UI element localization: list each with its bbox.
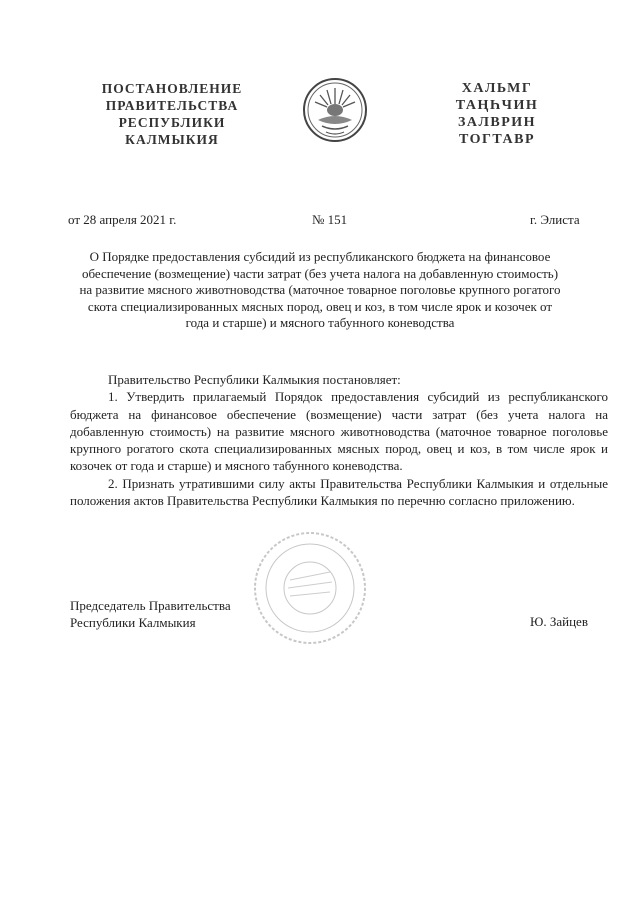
header-kalmyk-line-1: ХАЛЬМГ — [461, 81, 533, 96]
header-kalmyk — [452, 80, 542, 148]
header-russian-line-2: ПРАВИТЕЛЬСТВА — [105, 98, 239, 113]
signatory-position — [70, 597, 231, 631]
body-item-1: 1. Утвердить прилагаемый Порядок предоставления субсидий из республиканского бюджета на финансовое обеспечение (возмещение) части затрат (без учета налога на добавленную стоимость) на развитие мясного животноводства (маточное товарное поголовье крупного рогатого скота специализированных мясных пород, овец и коз, в том числе ярок и козочек от года и старше) и мясного табунного коневодства. — [70, 389, 608, 474]
signatory-position-line-2: Республики Калмыкия — [70, 615, 196, 630]
header-kalmyk-line-3: ЗАЛВРИН — [457, 115, 537, 130]
header-russian — [92, 80, 252, 148]
signatory-position-line-1: Председатель Правительства — [70, 598, 231, 613]
document-city: г. Элиста — [530, 212, 580, 227]
header-russian-line-1: ПОСТАНОВЛЕНИЕ — [101, 81, 243, 96]
document-number: № 151 — [312, 212, 348, 227]
body-item-2: 2. Признать утратившими силу акты Правительства Республики Калмыкия и отдельные положения актов Правительства Республики Калмыкия по перечню согласно приложению. — [70, 475, 608, 509]
header-russian-line-4: КАЛМЫКИЯ — [125, 132, 219, 147]
kalmykia-emblem-icon — [302, 74, 368, 146]
signatory-name: Ю. Зайцев — [530, 614, 588, 629]
document-date: от 28 апреля 2021 г. — [68, 212, 177, 227]
body-intro: Правительство Республики Калмыкия постановляет: — [108, 372, 401, 387]
header-kalmyk-line-4: ТОГТАВР — [458, 132, 536, 147]
document-body — [70, 371, 608, 509]
document-title: О Порядке предоставления субсидий из республиканского бюджета на финансовое обеспечение (возмещение) части затрат (без учета налога на добавленную стоимость) на развитие мясного животноводства (маточное товарное поголовье крупного рогатого скота специализированных мясных пород, овец и коз, в том числе ярок и козочек от года и старше) и мясного табунного коневодства — [79, 249, 561, 330]
header-russian-line-3: РЕСПУБЛИКИ — [118, 115, 226, 130]
header-kalmyk-line-2: ТАҢҺЧИН — [455, 98, 539, 113]
office-stamp-icon — [250, 528, 370, 648]
